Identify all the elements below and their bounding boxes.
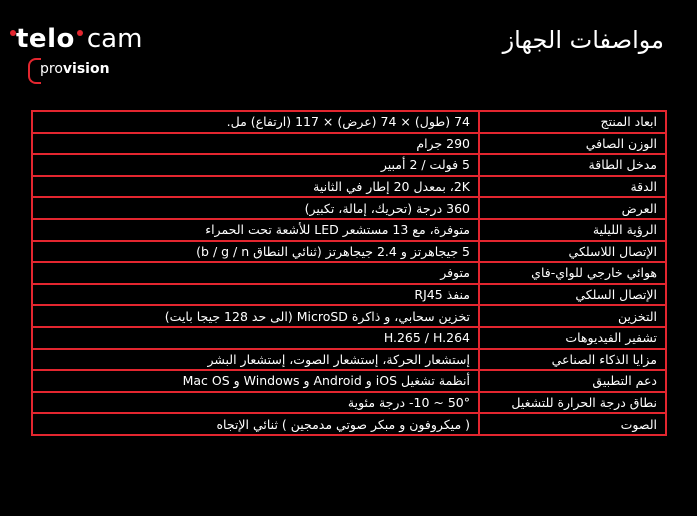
brand-name-telo: telo xyxy=(16,24,75,54)
spec-row xyxy=(32,349,666,371)
brand-provision-badge xyxy=(28,58,128,82)
spec-label: الإتصال السلكي xyxy=(479,284,666,306)
spec-label: ابعاد المنتج xyxy=(479,111,666,133)
spec-label: تشفير الفيديوهات xyxy=(479,327,666,349)
spec-value: 360 درجة (تحريك، إمالة، تكبير) xyxy=(32,197,479,219)
spec-label: الرؤية الليلية xyxy=(479,219,666,241)
spec-label: دعم التطبيق xyxy=(479,370,666,392)
spec-row xyxy=(32,327,666,349)
spec-value: تخزين سحابي، و ذاكرة MicroSD (الى حد 128 جيجا بايت) xyxy=(32,305,479,327)
spec-row xyxy=(32,284,666,306)
spec-value: 50° ~ 10- درجة مئوية xyxy=(32,392,479,414)
spec-label: مزايا الذكاء الصناعي xyxy=(479,349,666,371)
spec-value: 74 (طول) × 74 (عرض) × 117 (ارتفاع) مل. xyxy=(32,111,479,133)
spec-row xyxy=(32,413,666,435)
spec-value: 5 فولت / 2 أمبير xyxy=(32,154,479,176)
spec-label: مدخل الطاقة xyxy=(479,154,666,176)
specs-table xyxy=(31,110,667,436)
spec-label: الدقة xyxy=(479,176,666,198)
spec-value: منفذ RJ45 xyxy=(32,284,479,306)
spec-value: متوفرة، مع 13 مستشعر LED للأشعة تحت الحمراء xyxy=(32,219,479,241)
spec-label: الإتصال اللاسلكي xyxy=(479,241,666,263)
spec-row xyxy=(32,370,666,392)
spec-row xyxy=(32,262,666,284)
spec-row xyxy=(32,241,666,263)
spec-label: هوائي خارجي للواي-فاي xyxy=(479,262,666,284)
spec-label: نطاق درجة الحرارة للتشغيل xyxy=(479,392,666,414)
spec-value: 2K، بمعدل 20 إطار في الثانية xyxy=(32,176,479,198)
spec-row xyxy=(32,392,666,414)
spec-row xyxy=(32,133,666,155)
spec-label: العرض xyxy=(479,197,666,219)
page-title: مواصفات الجهاز xyxy=(502,26,664,54)
spec-value: ( ميكروفون و مبكر صوتي مدمجين ) ثنائي الإتجاه xyxy=(32,413,479,435)
spec-value: 5 جيجاهرتز و 2.4 جيجاهرتز (ثنائي النطاق b / g / n) xyxy=(32,241,479,263)
logo-dot-mid xyxy=(77,30,83,36)
spec-label: الوزن الصافي xyxy=(479,133,666,155)
brand-wordmark xyxy=(10,24,142,54)
spec-label: الصوت xyxy=(479,413,666,435)
spec-row xyxy=(32,305,666,327)
spec-row xyxy=(32,176,666,198)
spec-row xyxy=(32,111,666,133)
brand-logo xyxy=(10,24,200,84)
badge-text: provision xyxy=(40,61,110,77)
spec-value: أنظمة تشغيل iOS و Android و Windows و Mac OS xyxy=(32,370,479,392)
spec-value: متوفر xyxy=(32,262,479,284)
spec-label: التخزين xyxy=(479,305,666,327)
spec-value: إستشعار الحركة، إستشعار الصوت، إستشعار البشر xyxy=(32,349,479,371)
spec-value: H.265 / H.264 xyxy=(32,327,479,349)
spec-row xyxy=(32,219,666,241)
spec-row xyxy=(32,154,666,176)
spec-row xyxy=(32,197,666,219)
spec-value: 290 جرام xyxy=(32,133,479,155)
brand-name-cam: cam xyxy=(86,24,143,54)
